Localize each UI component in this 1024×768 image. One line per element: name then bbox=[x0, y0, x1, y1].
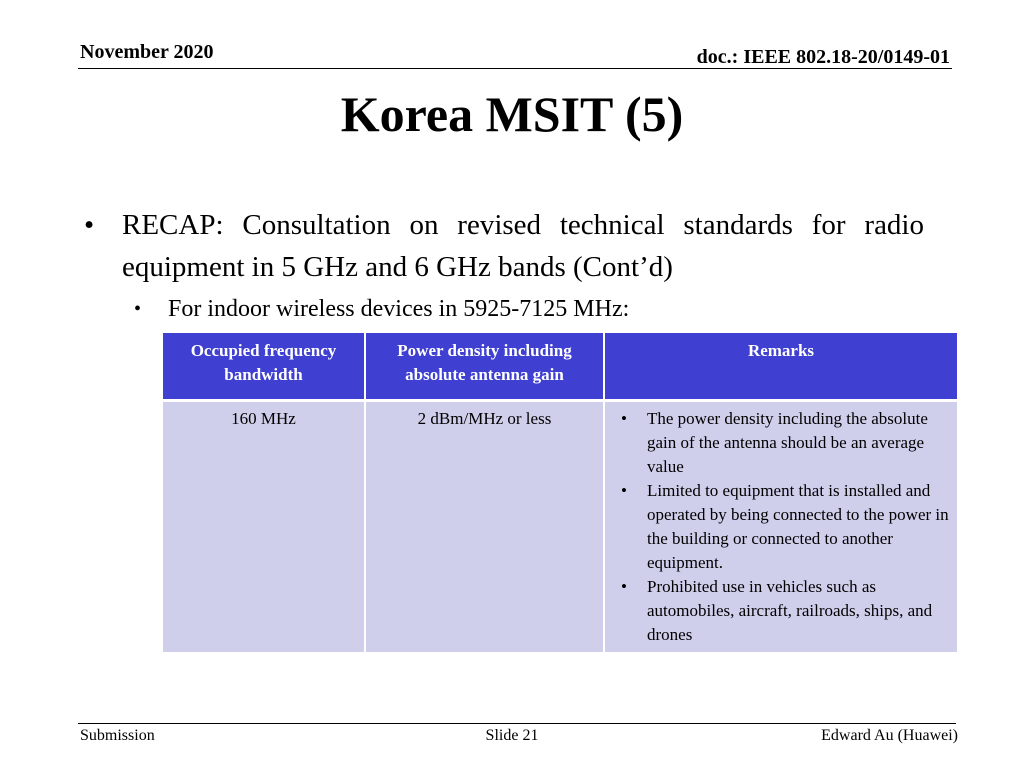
bullet-level1 bbox=[84, 204, 924, 288]
header-power-density: Power density including absolute antenna gain bbox=[365, 333, 604, 401]
header-divider bbox=[78, 68, 952, 69]
cell-bandwidth: 160 MHz bbox=[163, 401, 365, 653]
bullet-dot: • bbox=[84, 209, 95, 241]
remark-item: • Prohibited use in vehicles such as automobiles, aircraft, railroads, ships, and drones bbox=[613, 575, 949, 647]
footer-divider bbox=[78, 723, 956, 724]
remark-item: • The power density including the absolute gain of the antenna should be an average value bbox=[613, 407, 949, 479]
table-header-row bbox=[163, 333, 957, 401]
bullet-level2 bbox=[134, 292, 934, 326]
table-row bbox=[163, 401, 957, 653]
bullet-level2-text: For indoor wireless devices in 5925-7125 MHz: bbox=[168, 296, 630, 322]
header-bandwidth: Occupied frequency bandwidth bbox=[163, 333, 365, 401]
bullet-level1-text: RECAP: Consultation on revised technical standards for radio equipment in 5 GHz and 6 GHz bands (Cont’d) bbox=[122, 209, 924, 283]
remarks-list bbox=[613, 407, 949, 647]
slide-title: Korea MSIT (5) bbox=[340, 86, 684, 142]
cell-power-density: 2 dBm/MHz or less bbox=[365, 401, 604, 653]
header-doc-id: doc.: IEEE 802.18-20/0149-01 bbox=[696, 46, 950, 68]
footer-submission: Submission bbox=[80, 727, 155, 744]
footer-author: Edward Au (Huawei) bbox=[821, 727, 958, 744]
remark-item: • Limited to equipment that is installed and operated by being connected to the power in the building or connected to another equipment. bbox=[613, 479, 949, 575]
bullet-dot: • bbox=[134, 298, 142, 320]
header-remarks: Remarks bbox=[604, 333, 957, 401]
spec-table bbox=[163, 333, 957, 652]
cell-remarks bbox=[604, 401, 957, 653]
footer-slide-number: Slide 21 bbox=[485, 727, 539, 744]
header-date: November 2020 bbox=[80, 41, 214, 63]
